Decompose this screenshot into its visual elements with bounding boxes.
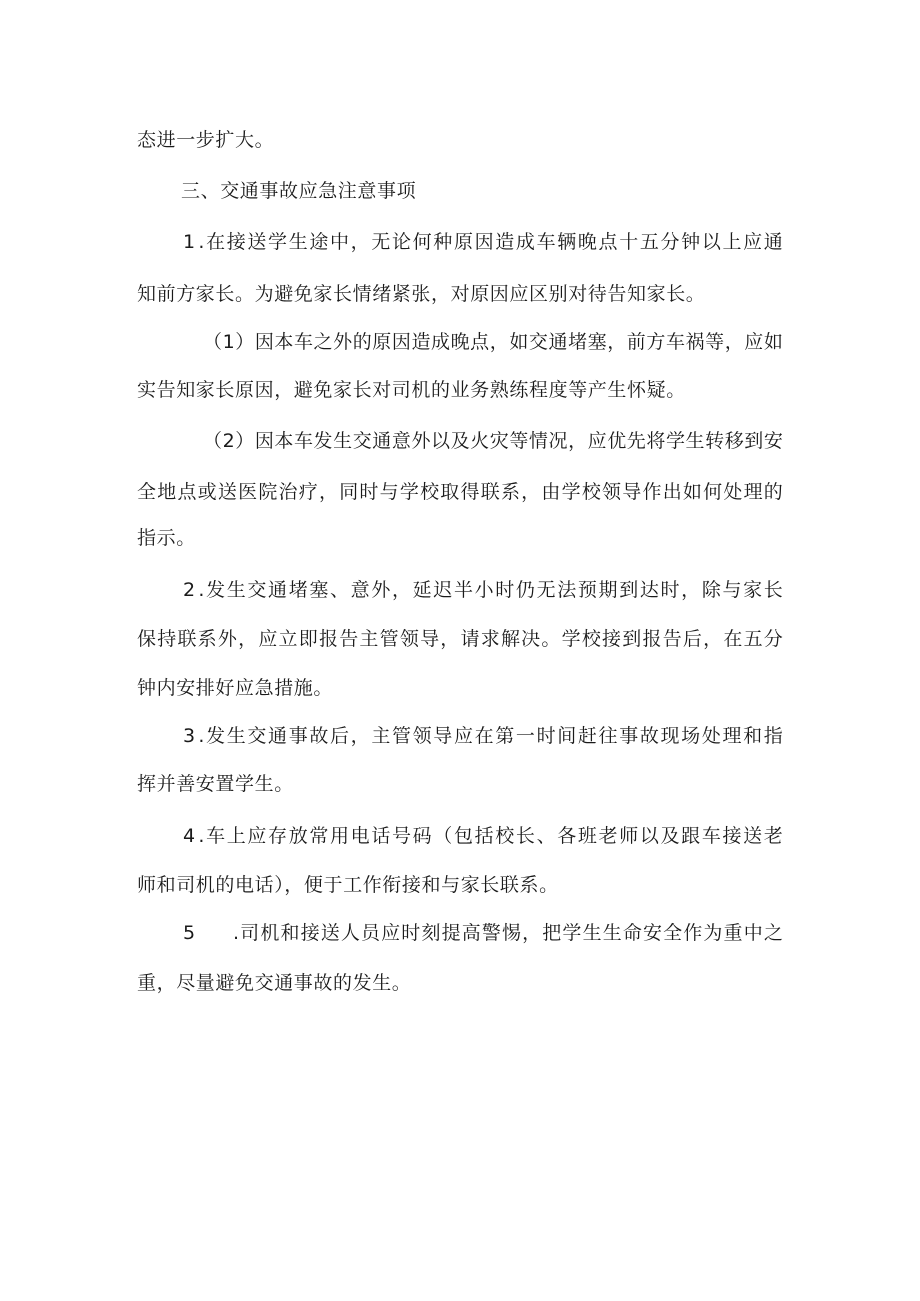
paragraph-line: （ 2 ） 因 本 车 发 生 交 通 意 外 以 及 火 灾 等 情 况 ， 应 优 先 将 学 生 转 移 到 安 bbox=[203, 430, 783, 452]
paragraph-line: 挥并善安置学生。 bbox=[137, 773, 294, 795]
paragraph-line: 态进一步扩大。 bbox=[137, 129, 275, 151]
paragraph-line: 重，尽量避免交通事故的发生。 bbox=[137, 972, 412, 994]
paragraph-line: 实告知家长原因，避免家长对司机的业务熟练程度等产生怀疑。 bbox=[137, 379, 686, 401]
paragraph-line: . 司 机 和 接 送 人 员 应 时 刻 提 高 警 惕 ， 把 学 生 生 命 安 全 作 为 重 中 之 bbox=[233, 922, 783, 944]
paragraph-line: （ 1 ） 因 本 车 之 外 的 原 因 造 成 晚 点 ， 如 交 通 堵 塞 ， 前 方 车 祸 等 ， 应 如 bbox=[203, 331, 783, 353]
paragraph-line: 全 地 点 或 送 医 院 治 疗 ， 同 时 与 学 校 取 得 联 系 ， 由 学 校 领 导 作 出 如 何 处 理 的 bbox=[137, 481, 783, 503]
paragraph-line: 4 . 车 上 应 存 放 常 用 电 话 号 码 （ 包 括 校 长 、 各 班 老 师 以 及 跟 车 接 送 老 bbox=[183, 825, 783, 847]
paragraph-line: 师和司机的电话），便于工作衔接和与家长联系。 bbox=[137, 874, 559, 896]
section-heading: 三、交通事故应急注意事项 bbox=[181, 180, 417, 202]
paragraph-line: 2 . 发 生 交 通 堵 塞 、 意 外 ， 延 迟 半 小 时 仍 无 法 预 期 到 达 时 ， 除 与 家 长 bbox=[183, 579, 783, 601]
paragraph-line: 钟内安排好应急措施。 bbox=[137, 677, 334, 699]
paragraph-line: 知前方家长。为避免家长情绪紧张，对原因应区别对待告知家长。 bbox=[137, 283, 706, 305]
paragraph-line: 保 持 联 系 外 ， 应 立 即 报 告 主 管 领 导 ， 请 求 解 决 。 学 校 接 到 报 告 后 ， 在 五 分 bbox=[137, 628, 783, 650]
paragraph-line: 1 . 在 接 送 学 生 途 中 ， 无 论 何 种 原 因 造 成 车 辆 晚 点 十 五 分 钟 以 上 应 通 bbox=[183, 231, 783, 253]
list-number: 5 bbox=[183, 922, 196, 944]
paragraph-line: 指示。 bbox=[137, 527, 196, 549]
paragraph-line: 3 . 发 生 交 通 事 故 后 ， 主 管 领 导 应 在 第 一 时 间 赶 往 事 故 现 场 处 理 和 指 bbox=[183, 725, 783, 747]
